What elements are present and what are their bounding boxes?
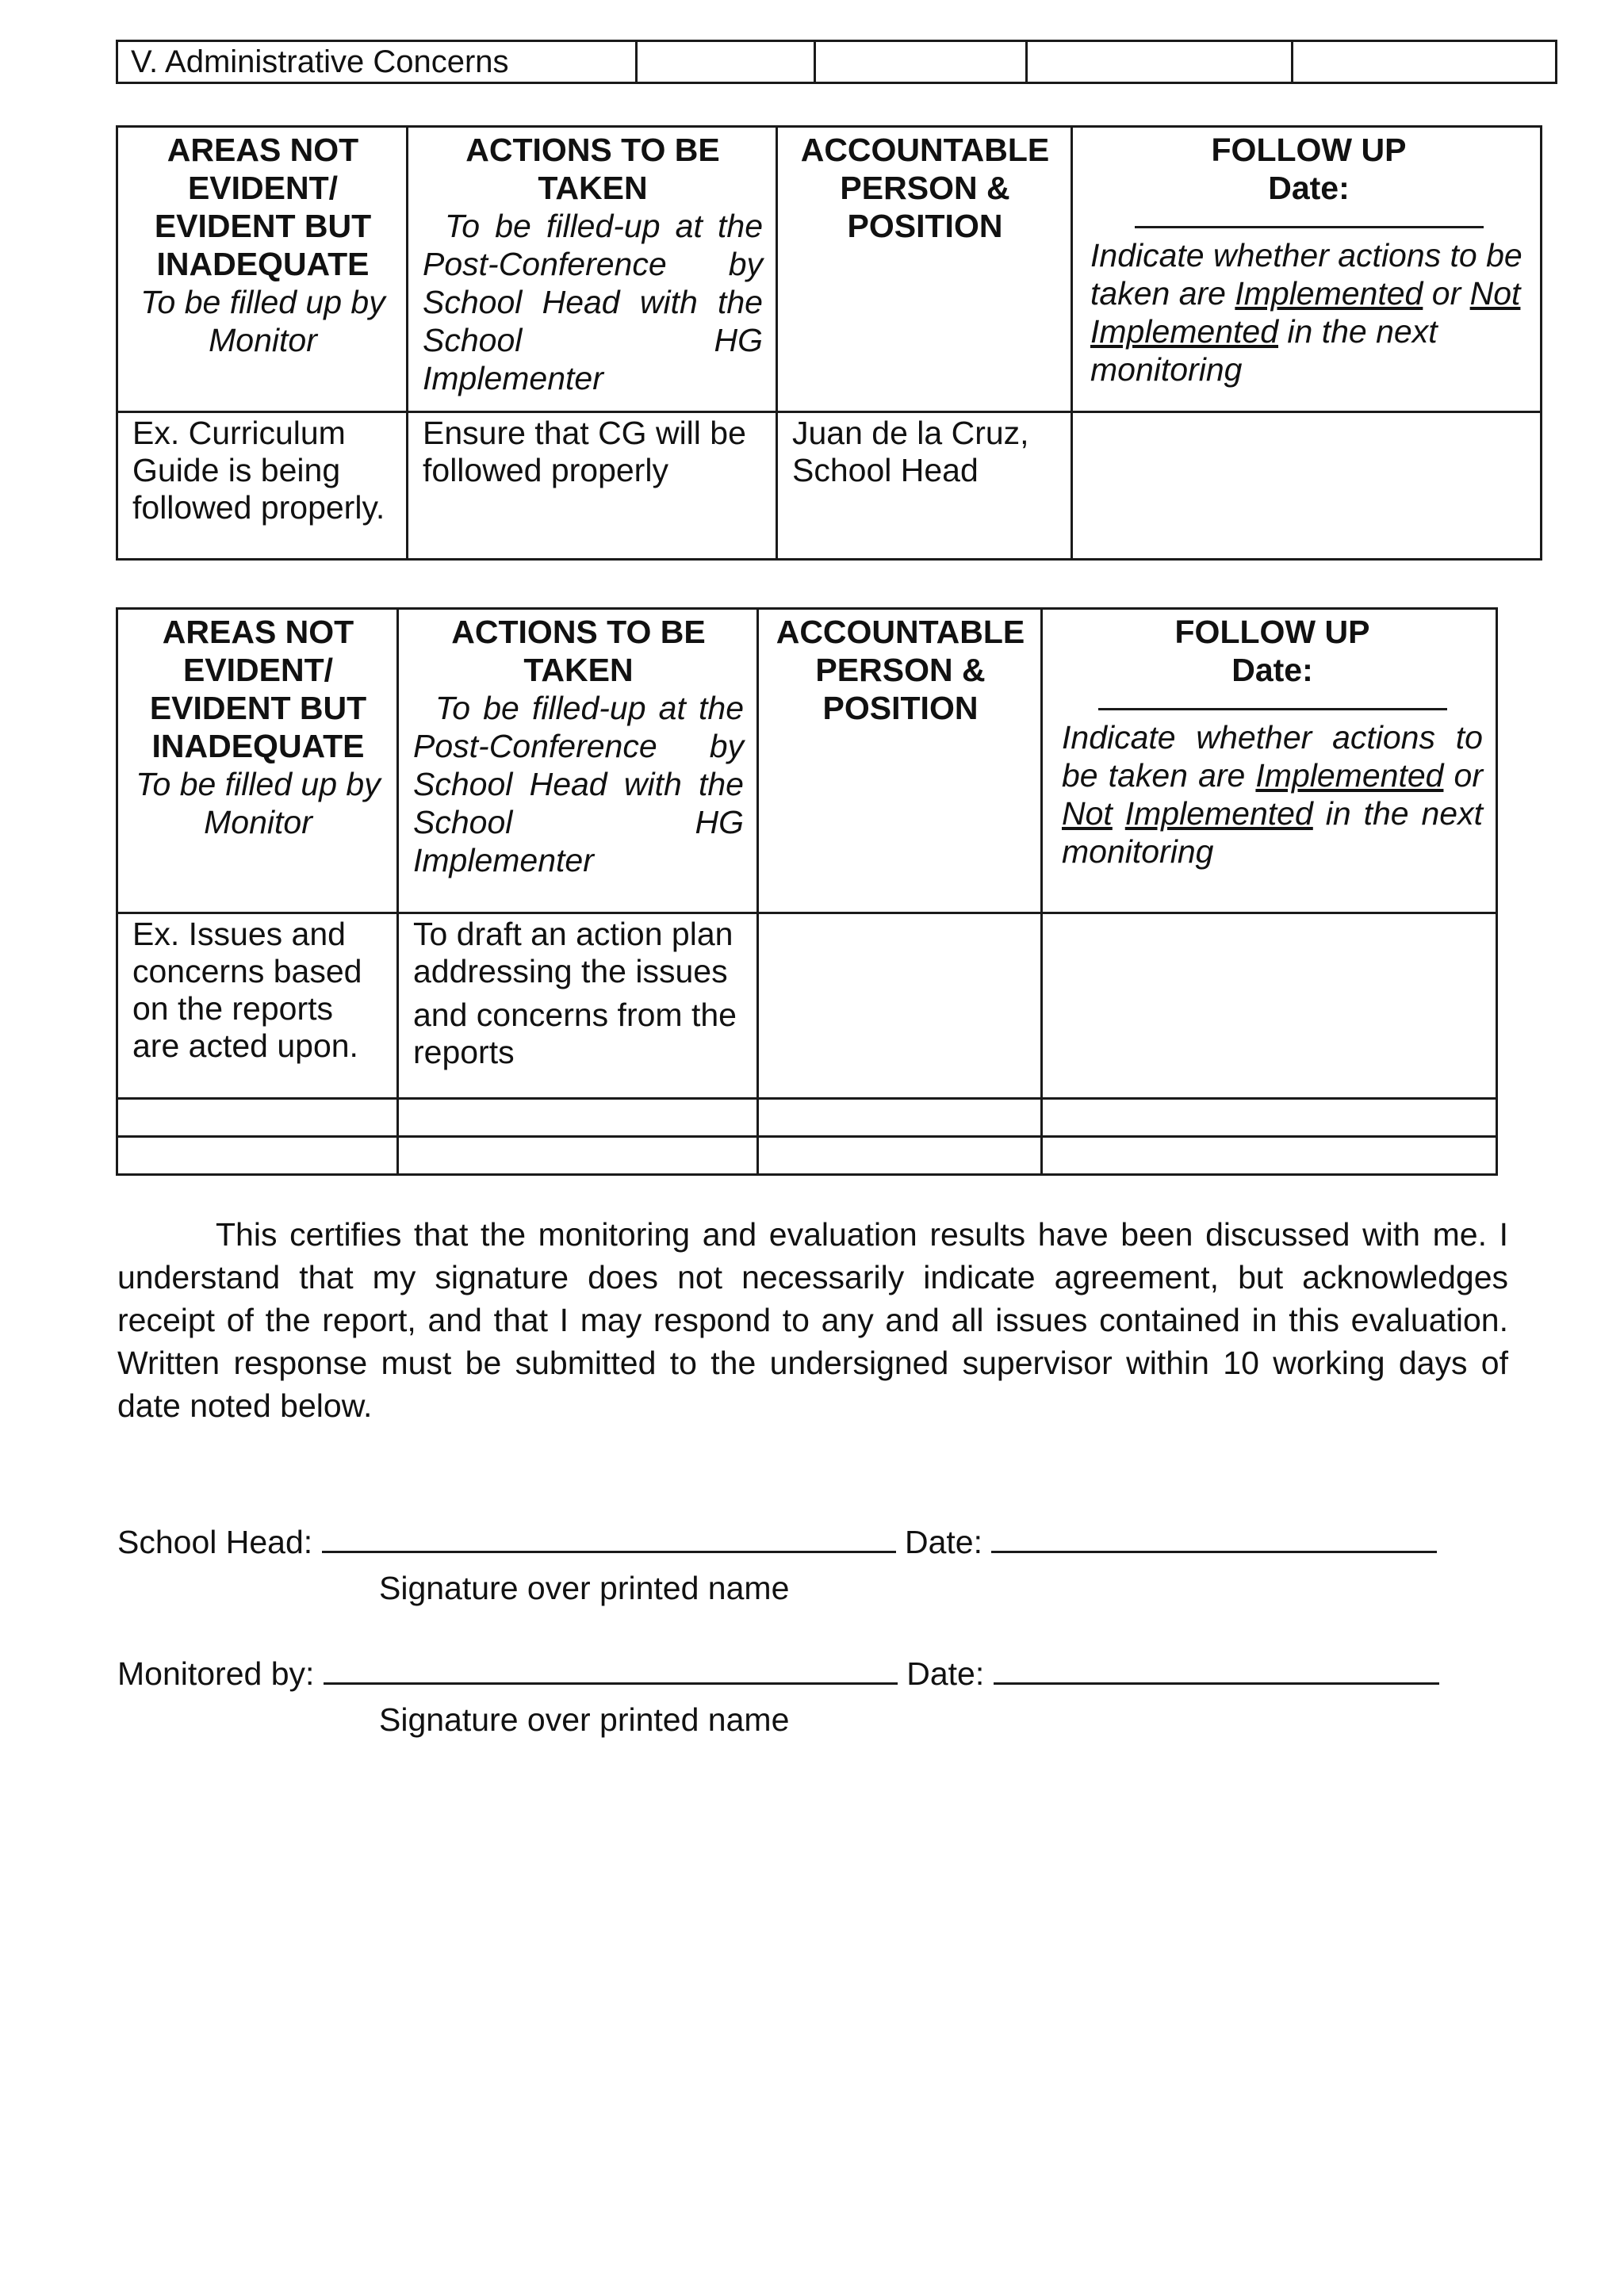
followup-date-label: Date: [1231, 652, 1313, 688]
section-title: V. Administrative Concerns [117, 41, 637, 83]
monitored-by-signature-row [117, 1654, 1439, 1693]
blank-cell [1042, 1099, 1497, 1137]
actions-header-title: ACTIONS TO BE TAKEN [465, 132, 720, 206]
school-head-date-field[interactable] [991, 1522, 1437, 1553]
followup-header-title: FOLLOW UP [1211, 132, 1407, 168]
person-cell: Juan de la Cruz, School Head [777, 412, 1072, 560]
action-cell [398, 913, 758, 1099]
accountable-header [777, 127, 1072, 412]
followup-header [1042, 609, 1497, 913]
school-head-label: School Head: [117, 1524, 313, 1560]
blank-cell [1293, 41, 1557, 83]
actions-header-title: ACTIONS TO BE TAKEN [451, 614, 706, 688]
followup-cell [1072, 412, 1542, 560]
followup-date-label: Date: [1268, 170, 1350, 206]
accountable-header-title: ACCOUNTABLE PERSON & POSITION [776, 614, 1025, 726]
followup-note-tail: in the next monitoring [1090, 313, 1438, 388]
signature-caption: Signature over printed name [379, 1701, 790, 1738]
table-row [117, 913, 1497, 1099]
table-row-empty [117, 1137, 1497, 1175]
action-line: and concerns from the reports [413, 997, 737, 1070]
areas-header-note: To be filled up by Monitor [136, 766, 381, 840]
followup-header-note [1090, 236, 1527, 388]
monitored-by-date-field[interactable] [994, 1654, 1439, 1685]
blank-cell [398, 1137, 758, 1175]
action-cell: Ensure that CG will be followed properly [408, 412, 777, 560]
table-row-empty [117, 1099, 1497, 1137]
areas-header-title: AREAS NOT EVIDENT/ EVIDENT BUT INADEQUATE [149, 614, 367, 764]
followup-or: or [1454, 757, 1483, 794]
table-header-row [117, 609, 1497, 913]
followup-date-blank [1135, 218, 1484, 228]
date-label: Date: [904, 1524, 982, 1560]
followup-or: or [1431, 275, 1470, 312]
certification-paragraph: This certifies that the monitoring and evaluation results have been discussed with me. I understand that my signature does not necessarily indicate agreement, but acknowledges receipt of the report, and that I may respond to any and all issues contained in this evaluation. Written response must be submitted to the undersigned supervisor within 10 working days of date noted below. [117, 1216, 1508, 1424]
monitored-by-label: Monitored by: [117, 1655, 315, 1692]
accountable-header-title: ACCOUNTABLE PERSON & POSITION [800, 132, 1050, 244]
blank-cell [1042, 1137, 1497, 1175]
blank-cell [1027, 41, 1293, 83]
areas-header [117, 127, 408, 412]
followup-not: Not [1469, 275, 1521, 312]
blank-cell [815, 41, 1027, 83]
followup-not: Not [1062, 795, 1113, 832]
followup-header-note [1062, 718, 1483, 871]
blank-cell [758, 1137, 1042, 1175]
table-row [117, 412, 1542, 560]
followup-cell [1042, 913, 1497, 1099]
followup-implemented: Implemented [1235, 275, 1423, 312]
blank-cell [117, 1137, 398, 1175]
actions-header [408, 127, 777, 412]
date-label: Date: [906, 1655, 985, 1692]
blank-cell [117, 1099, 398, 1137]
actions-header-note: To be filled-up at the Post-Conference by School Head with the School HG Implementer [413, 690, 744, 878]
blank-cell [758, 1099, 1042, 1137]
followup-implemented: Implemented [1255, 757, 1444, 794]
area-cell: Ex. Issues and concerns based on the reports are acted upon. [117, 913, 398, 1099]
followup-note-tail: in the next monitoring [1062, 795, 1483, 870]
action-line: To draft an action plan addressing the issues [413, 916, 733, 989]
actions-header-note: To be filled-up at the Post-Conference by School Head with the School HG Implementer [423, 208, 763, 396]
action-table-1 [116, 125, 1542, 561]
section-title-table [116, 40, 1557, 84]
followup-note-text: Indicate whether actions to be taken are [1090, 237, 1522, 312]
monitored-by-signature-field[interactable] [324, 1654, 898, 1685]
signature-caption: Signature over printed name [379, 1570, 790, 1606]
person-cell [758, 913, 1042, 1099]
area-cell: Ex. Curriculum Guide is being followed properly. [117, 412, 408, 560]
followup-not-implemented: Implemented [1090, 313, 1279, 350]
action-table-2 [116, 607, 1498, 1176]
followup-note-text: Indicate whether actions to be taken are [1062, 719, 1483, 794]
areas-header-note: To be filled up by Monitor [140, 284, 385, 358]
school-head-signature-field[interactable] [322, 1522, 896, 1553]
actions-header [398, 609, 758, 913]
followup-date-blank [1098, 700, 1447, 710]
accountable-header [758, 609, 1042, 913]
table-header-row [117, 127, 1542, 412]
blank-cell [398, 1099, 758, 1137]
areas-header-title: AREAS NOT EVIDENT/ EVIDENT BUT INADEQUATE [154, 132, 372, 282]
followup-header [1072, 127, 1542, 412]
blank-cell [637, 41, 815, 83]
followup-header-title: FOLLOW UP [1174, 614, 1370, 650]
school-head-signature-row [117, 1522, 1437, 1562]
areas-header [117, 609, 398, 913]
followup-not-implemented: Implemented [1124, 795, 1313, 832]
